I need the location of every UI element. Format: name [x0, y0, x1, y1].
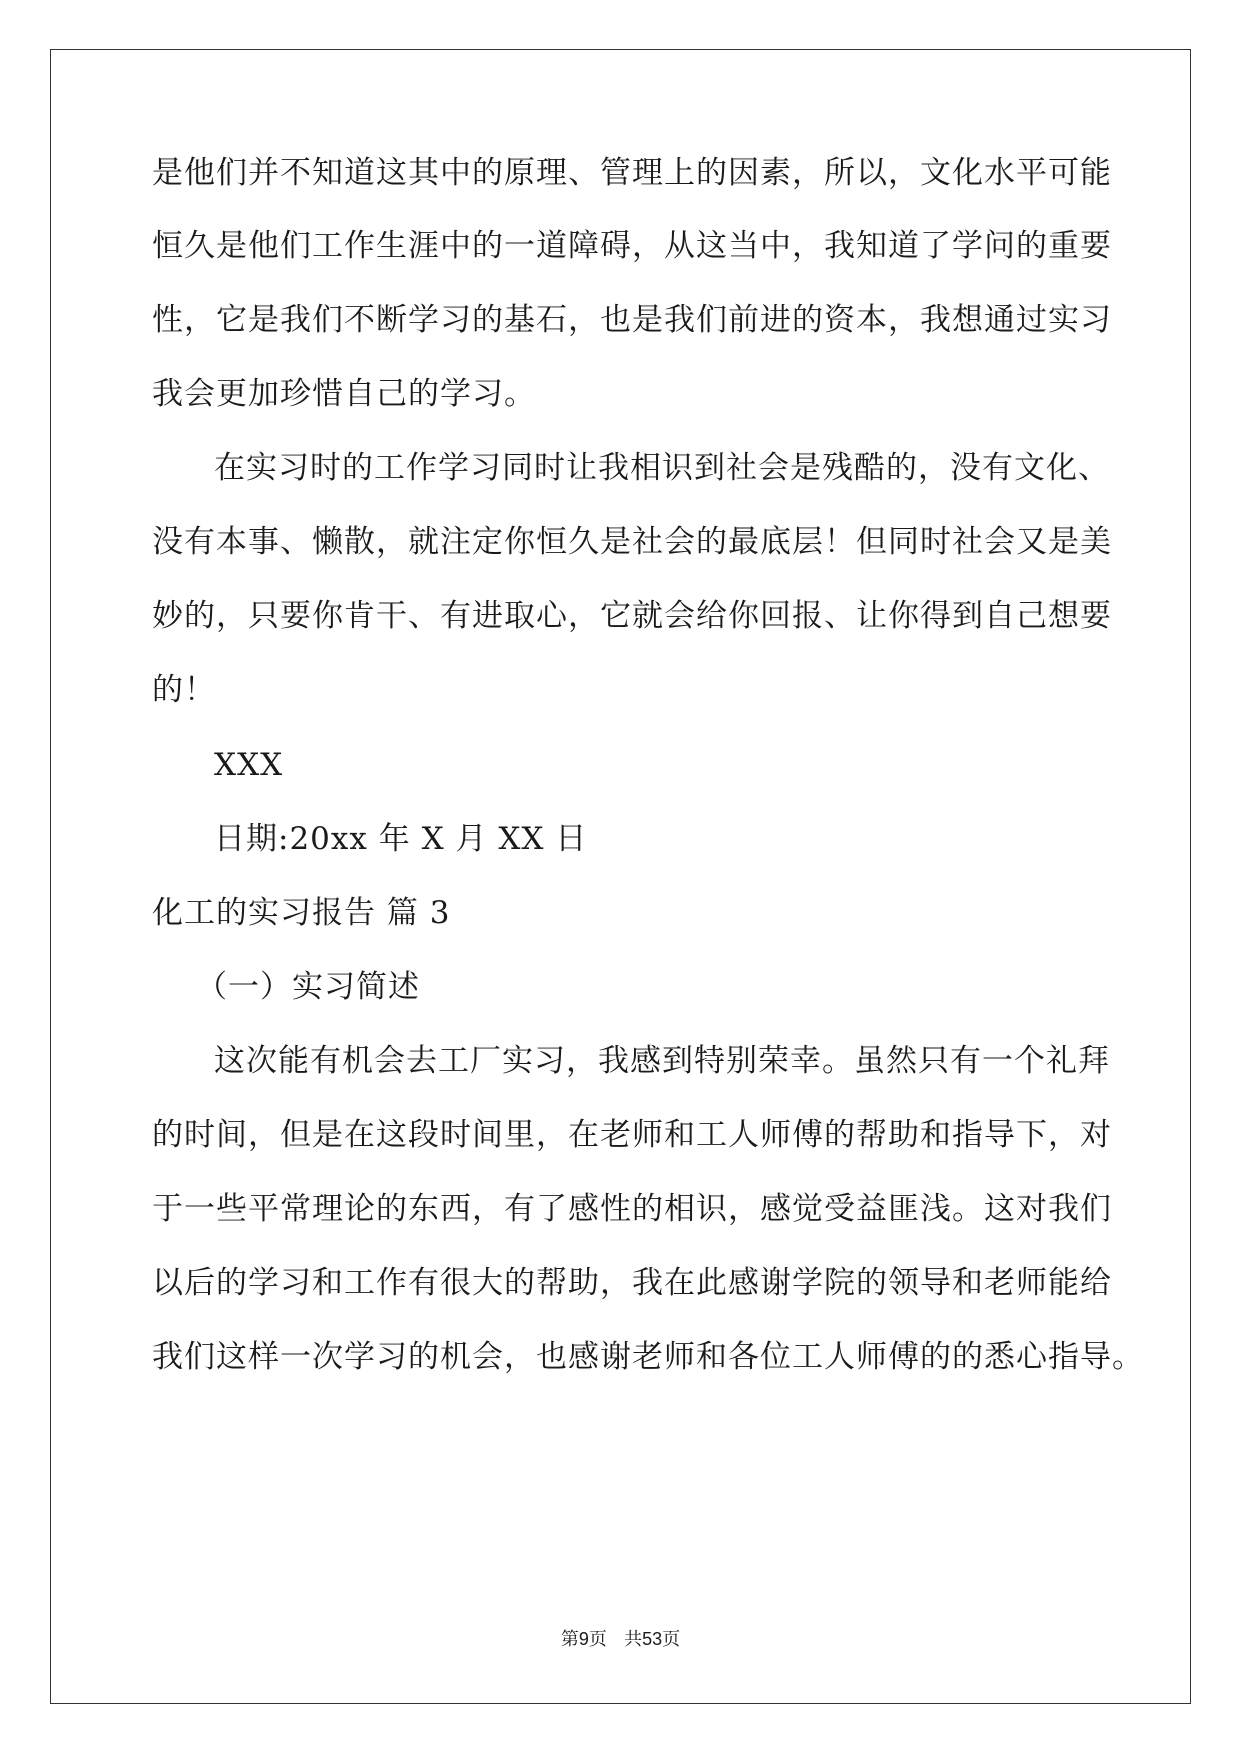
footer-total-pages: 53 — [642, 1629, 663, 1649]
footer-total-prefix: 共 — [624, 1629, 643, 1650]
paragraph-line: 的时间，但是在这段时间里，在老师和工人师傅的帮助和指导下，对 — [152, 1117, 1112, 1153]
footer-page-prefix: 第 — [560, 1629, 579, 1650]
paragraph-line: 以后的学习和工作有很大的帮助，我在此感谢学院的领导和老师能给 — [152, 1265, 1112, 1301]
paragraph-line: 没有本事、懒散，就注定你恒久是社会的最底层！但同时社会又是美 — [152, 524, 1112, 560]
paragraph-line: 妙的，只要你肯干、有进取心，它就会给你回报、让你得到自己想要 — [152, 598, 1112, 634]
section-heading: 化工的实习报告 篇 3 — [152, 895, 451, 931]
paragraph-line: 是他们并不知道这其中的原理、管理上的因素，所以，文化水平可能 — [152, 155, 1112, 191]
footer-page-suffix: 页 — [588, 1629, 607, 1650]
paragraph-line: 的！ — [152, 672, 216, 708]
page-border — [50, 49, 1191, 1704]
paragraph-line: 我会更加珍惜自己的学习。 — [152, 376, 536, 412]
paragraph-line: 于一些平常理论的东西，有了感性的相识，感觉受益匪浅。这对我们 — [152, 1191, 1112, 1227]
footer-page-number: 9 — [578, 1629, 589, 1649]
paragraph-line: 在实习时的工作学习同时让我相识到社会是残酷的，没有文化、 — [214, 450, 1110, 486]
paragraph-line: 恒久是他们工作生涯中的一道障碍，从这当中，我知道了学问的重要 — [152, 228, 1112, 264]
paragraph-line: 我们这样一次学习的机会，也感谢老师和各位工人师傅的的悉心指导。 — [152, 1339, 1144, 1375]
subsection-heading: （一）实习简述 — [196, 969, 420, 1005]
paragraph-line: 这次能有机会去工厂实习，我感到特别荣幸。虽然只有一个礼拜 — [214, 1043, 1110, 1079]
paragraph-line: 性，它是我们不断学习的基石，也是我们前进的资本，我想通过实习 — [152, 302, 1112, 338]
signature-date: 日期:20xx 年 X 月 XX 日 — [214, 821, 588, 857]
page-footer — [0, 1627, 1241, 1652]
footer-total-suffix: 页 — [662, 1629, 681, 1650]
signature-name: XXX — [214, 747, 284, 783]
